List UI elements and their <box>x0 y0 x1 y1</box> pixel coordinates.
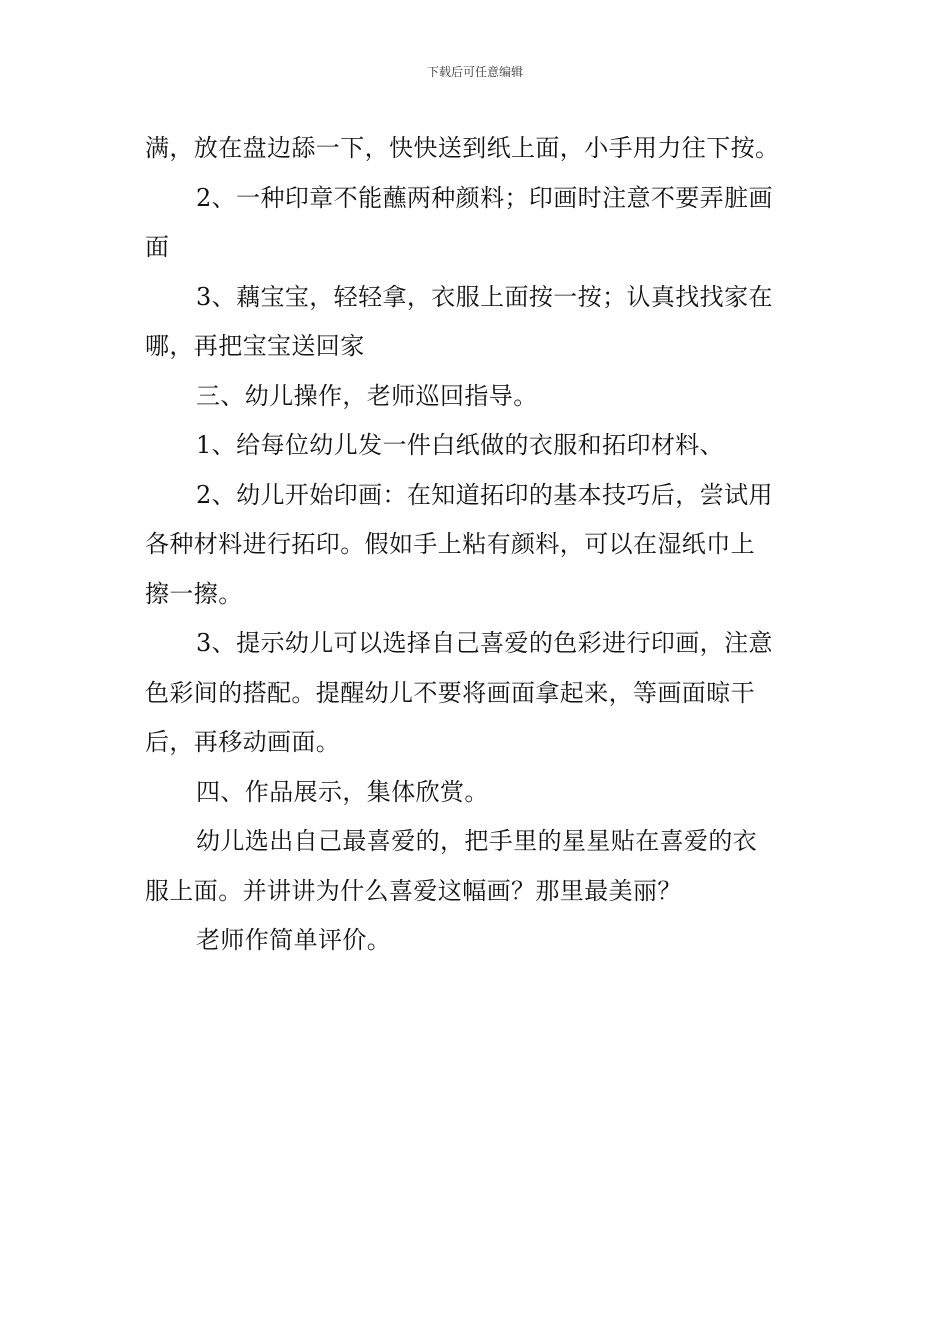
section-heading <box>145 768 810 818</box>
text-line: 四、作品展示，集体欣赏。 <box>196 777 489 806</box>
text-line: 擦一擦。 <box>145 579 243 608</box>
text-line: 2、一种印章不能蘸两种颜料；印画时注意不要弄脏画 <box>196 183 773 212</box>
paragraph <box>145 817 810 916</box>
text-line: 面 <box>145 233 170 261</box>
text-line: 3、藕宝宝，轻轻拿，衣服上面按一按；认真找找家在 <box>196 282 773 311</box>
paragraph <box>145 273 810 372</box>
text-line: 老师作简单评价。 <box>196 926 392 954</box>
paragraph <box>145 619 810 768</box>
paragraph <box>145 124 810 174</box>
text-line: 三、幼儿操作，老师巡回指导。 <box>196 381 538 410</box>
text-line: 3、提示幼儿可以选择自己喜爱的色彩进行印画，注意 <box>196 629 773 657</box>
paragraph <box>145 471 810 620</box>
paragraph <box>145 174 810 273</box>
text-line: 1、给每位幼儿发一件白纸做的衣服和拓印材料、 <box>196 431 725 459</box>
text-line: 服上面。并讲讲为什么喜爱这幅画？那里最美丽？ <box>145 876 682 905</box>
text-line: 各种材料进行拓印。假如手上粘有颜料，可以在湿纸巾上 <box>145 530 755 558</box>
text-line: 色彩间的搭配。提醒幼儿不要将画面拿起来，等画面晾干 <box>145 678 755 707</box>
paragraph <box>145 916 810 966</box>
text-line: 后，再移动画面。 <box>145 728 341 756</box>
document-body <box>145 124 810 966</box>
paragraph <box>145 421 810 471</box>
page-header: 下载后可任意编辑 <box>426 65 523 79</box>
text-line: 幼儿选出自己最喜爱的，把手里的星星贴在喜爱的衣 <box>196 827 758 855</box>
text-line: 满，放在盘边舔一下，快快送到纸上面，小手用力往下按。 <box>145 134 780 162</box>
text-line: 2、幼儿开始印画：在知道拓印的基本技巧后，尝试用 <box>196 480 773 509</box>
text-line: 哪，再把宝宝送回家 <box>145 332 365 360</box>
section-heading <box>145 372 810 422</box>
